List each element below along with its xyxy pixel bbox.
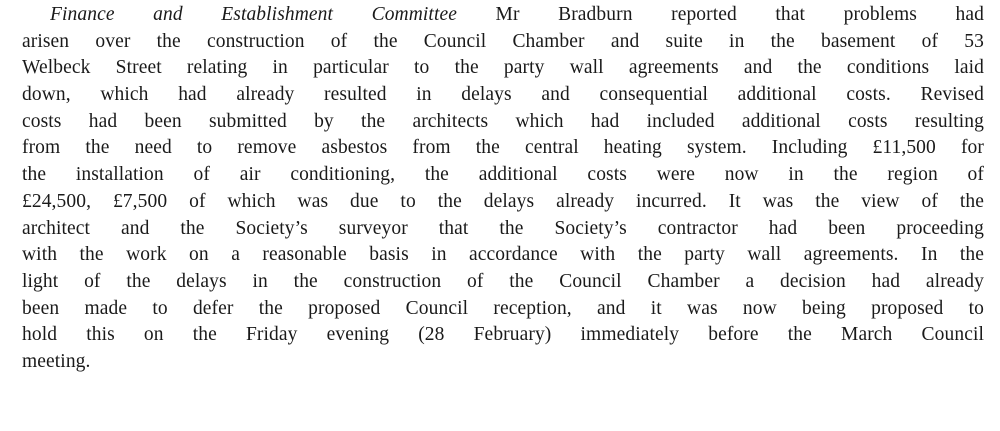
- paragraph-line-3: Welbeck Street relating in particular to the party wall agreements and the conditions laid: [22, 57, 984, 79]
- paragraph-line-14: meeting.: [22, 350, 91, 372]
- paragraph-line-12: been made to defer the proposed Council reception, and it was now being proposed to: [22, 297, 984, 319]
- paragraph-line-10: with the work on a reasonable basis in accordance with the party wall agreements. In the: [22, 244, 984, 266]
- paragraph-line-7: the installation of air conditioning, the additional costs were now in the region of: [22, 164, 984, 186]
- paragraph-line-5: costs had been submitted by the architects which had included additional costs resulting: [22, 110, 984, 132]
- paragraph-line-2: arisen over the construction of the Council Chamber and suite in the basement of 53: [22, 30, 984, 52]
- paragraph-line-8: £24,500, £7,500 of which was due to the delays already incurred. It was the view of the: [22, 190, 984, 212]
- paragraph-line-11: light of the delays in the construction of the Council Chamber a decision had already: [22, 270, 984, 292]
- committee-paragraph: [22, 2, 984, 376]
- paragraph-line-13: hold this on the Friday evening (28 February) immediately before the March Council: [22, 324, 984, 346]
- paragraph-line-9: architect and the Society’s surveyor that the Society’s contractor had been proceeding: [22, 217, 984, 239]
- committee-heading: Finance and Establishment Committee: [50, 4, 457, 25]
- paragraph-line-4: down, which had already resulted in delays and consequential additional costs. Revised: [22, 84, 984, 106]
- paragraph-line-1: [50, 2, 984, 29]
- paragraph-line-1-text: Mr Bradburn reported that problems had: [456, 4, 984, 25]
- paragraph-line-6: from the need to remove asbestos from the central heating system. Including £11,500 for: [22, 137, 984, 159]
